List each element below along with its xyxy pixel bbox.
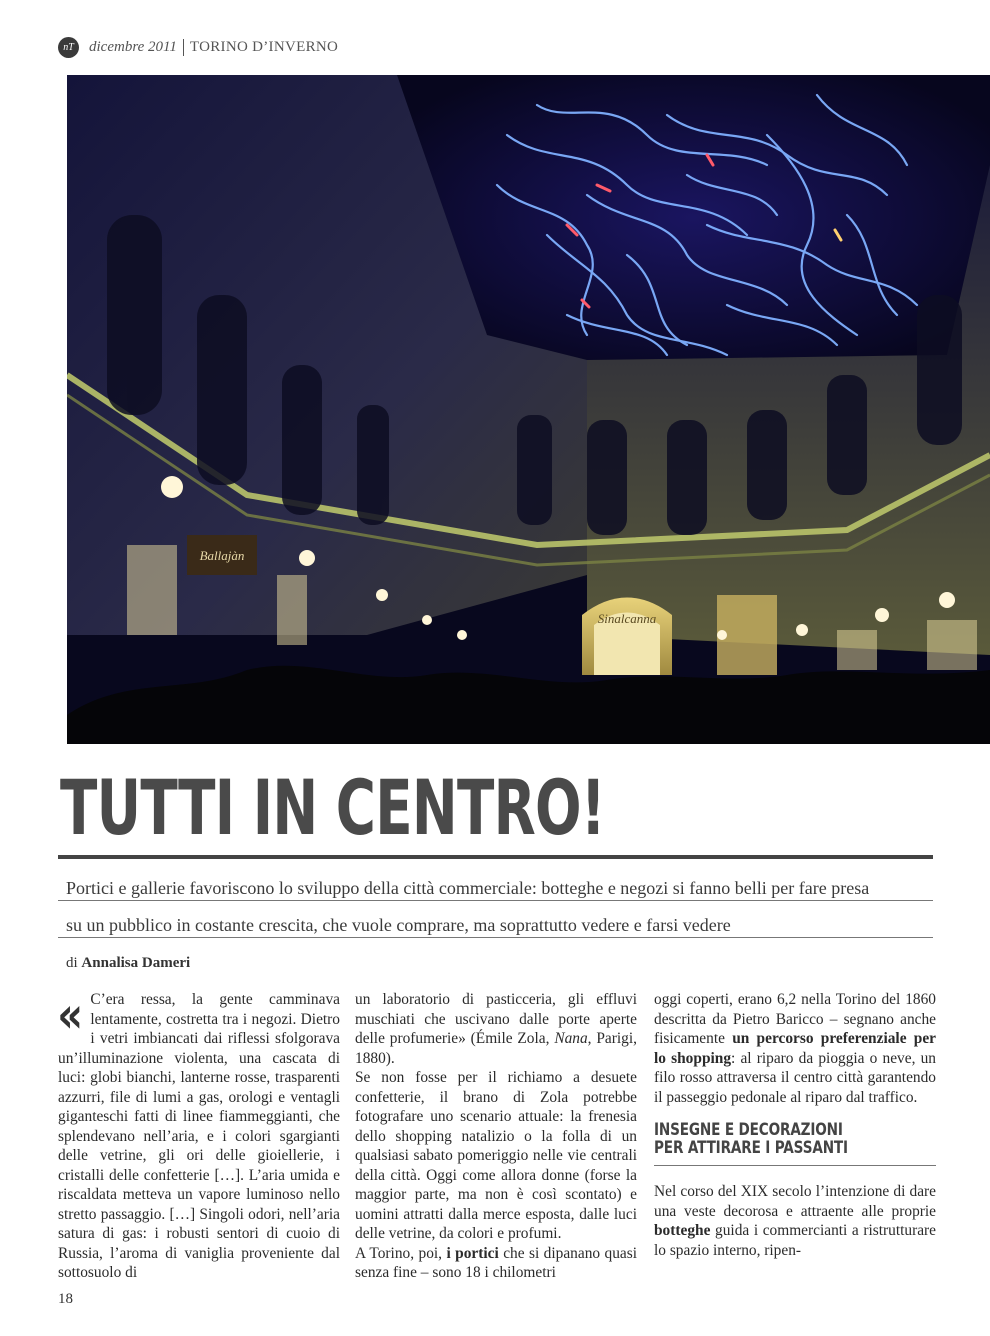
magazine-logo: nT <box>58 37 79 58</box>
header-separator <box>183 39 184 56</box>
column-3-paragraph-1: oggi coperti, erano 6,2 nella Torino del 1860 descritta da Pietro Baricco – segnano anche fisicamente un percorso preferenziale per lo shopping: al riparo da pioggia o neve, un filo rosso attraversa il centro città garantendo il passeggio pedonale al riparo dal traffico. <box>654 991 936 1106</box>
byline <box>66 955 190 972</box>
column-3-paragraph-2: Nel corso del XIX secolo l’intenzione di dare una veste decorosa e attraente alle proprie botteghe guida i commercianti a ristrutturare lo spazio interno, ripen- <box>654 1183 936 1259</box>
subtitle-line-1: Portici e gallerie favoriscono lo sviluppo della città commerciale: botteghe e negozi si fanno belli per fare presa <box>66 878 870 898</box>
running-header <box>58 36 338 58</box>
article-title: TUTTI IN CENTRO! <box>60 763 606 852</box>
shop-sign-center: Sinalcanna <box>597 611 657 626</box>
author-name: Annalisa Dameri <box>81 955 191 971</box>
subtitle-rule-2 <box>58 937 933 938</box>
subtitle-line-2: su un pubblico in costante crescita, che vuole comprare, ma soprattutto vedere e farsi vedere <box>66 915 731 935</box>
title-rule <box>58 855 933 859</box>
gallery-photo <box>67 75 990 744</box>
column-2 <box>355 990 637 1283</box>
book-title: Nana <box>554 1030 588 1047</box>
byline-prefix: di <box>66 955 78 971</box>
section-subheading: INSEGNE E DECORAZIONI PER ATTIRARE I PASSANTI <box>654 1120 848 1158</box>
column-1 <box>57 986 340 1283</box>
issue-date: dicembre 2011 <box>89 38 177 55</box>
column-2-paragraph-1: un laboratorio di pasticceria, gli effluvi muschiati che uscivano dalle porte aperte delle profumerie» (Émile Zola, Nana, Parigi, 1880). <box>355 991 637 1067</box>
column-1-text: C’era ressa, la gente camminava lentamente, costretta tra i negozi. Dietro i vetri imbiancati dai riflessi sfolgorava un’illuminazione violenta, una cascata di luci: globi bianchi, lanterne rosse, trasparenti azzurri, file di lumi a gas, orologi e ventagli giganteschi fatti di linee fiammeggianti, che splendevano nell’aria, e i colori sgargianti delle vetrine, gli ori delle gioiellerie, i cristalli delle confetterie […]. L’aria umida e riscaldata metteva un vapore luminoso nello stretto passaggio. […] Singoli odori, nell’aria satura di gas: i robusti sentori di cuoio di Russia, l’aroma di vaniglia proveniente dal sottosuolo di <box>58 991 340 1281</box>
drop-quote-mark: « <box>57 986 84 1044</box>
column-3 <box>654 990 936 1260</box>
column-2-paragraph-2: Se non fosse per il richiamo a desuete confetterie, il brano di Zola potrebbe fotografare uno scenario attuale: la frenesia dello shopping natalizio o la folla di un qualsiasi sabato pomeriggio nelle vie centrali della città. Oggi come allora donne (forse la maggior parte, ma non è così scontato) e uomini attratti dalla merce esposta, dalle luci delle vetrine, da colori e profumi. <box>355 1069 637 1242</box>
shop-sign-left: Ballajàn <box>199 548 245 563</box>
page-number: 18 <box>58 1291 73 1307</box>
section-title: TORINO D’INVERNO <box>189 38 339 55</box>
subtitle-rule-1 <box>58 900 933 901</box>
subheading-rule <box>654 1165 936 1166</box>
column-2-paragraph-3: A Torino, poi, i portici che si dipanano quasi senza fine – sono 18 i chilometri <box>355 1244 638 1281</box>
